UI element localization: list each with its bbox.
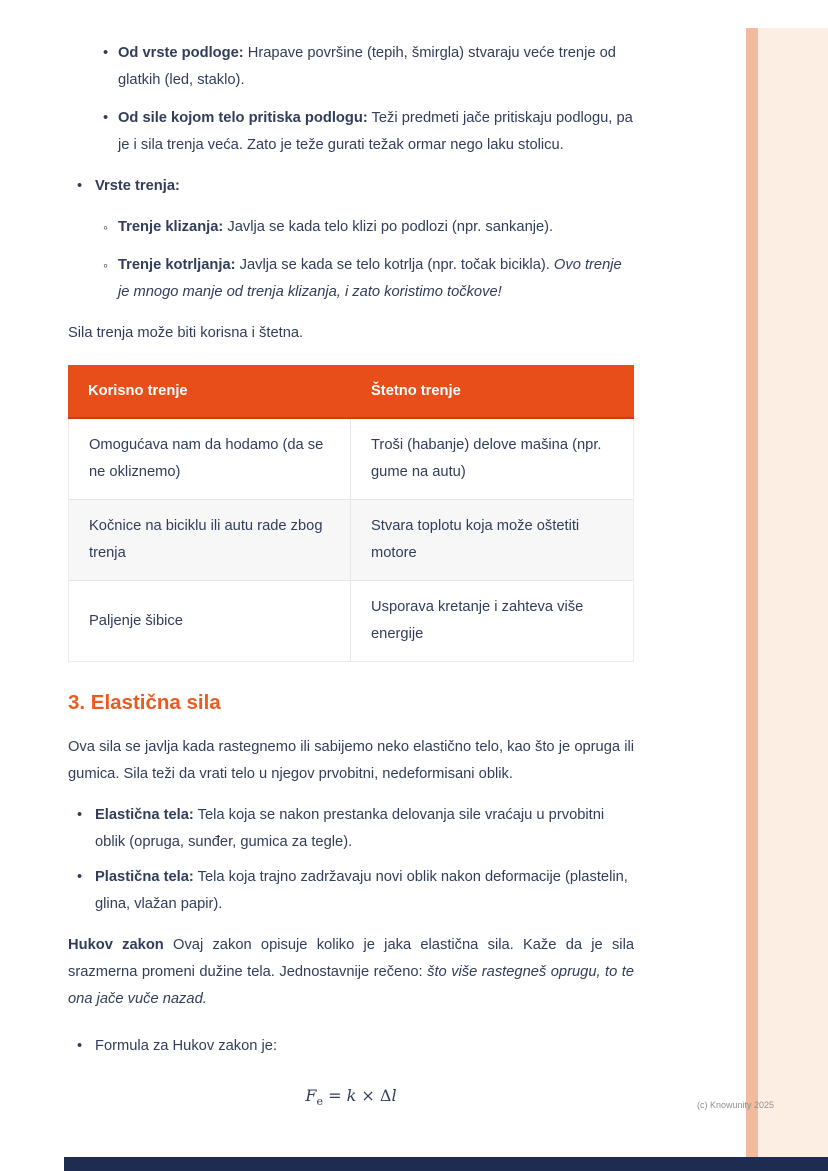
list-item-text (118, 219, 553, 235)
table-row (69, 581, 633, 661)
list-item-text (95, 869, 628, 912)
body-text: Teži predmeti jače pritiskaju podlogu, pa je i sila trenja veća. Zato je teže gurati težak ormar nego laku stolicu. (118, 110, 633, 153)
formula-equals-sign: = (328, 1086, 342, 1105)
list-item-formula-intro (68, 1033, 634, 1060)
body-text: Javlja se kada se telo kotrlja (npr. točak bicikla). (235, 257, 554, 273)
cell-text: Omogućava nam da hodamo (da se ne okliznemo) (89, 437, 324, 480)
elastic-bodies-list (68, 802, 634, 918)
bullet-icon: • (77, 869, 83, 885)
bullet-icon: • (103, 45, 109, 61)
table-cell (351, 500, 633, 580)
next-page-edge (64, 1157, 828, 1171)
bold-lead: Vrste trenja: (95, 178, 180, 194)
body-text: Javlja se kada telo klizi po podlozi (npr. sankanje). (223, 219, 554, 235)
table-header-harmful: Štetno trenje (371, 383, 461, 399)
table-body (68, 419, 634, 662)
cell-text: Paljenje šibice (89, 612, 183, 629)
bold-lead: Elastična tela: (95, 807, 194, 823)
table-cell (351, 419, 633, 499)
formula-subscript: e (316, 1095, 324, 1109)
body-text: Ovaj zakon opisuje koliko je jaka elastična sila. Kaže da je sila srazmerna promeni dužine tela. Jednostavnije rečeno: (68, 937, 635, 980)
bold-lead: Od vrste podloge: (118, 45, 244, 61)
decorative-stripe-light (758, 28, 828, 1157)
list-item-pressing-force (68, 105, 634, 159)
formula-length-symbol: l (391, 1086, 397, 1105)
cell-text: Kočnice na biciklu ili autu rade zbog trenja (89, 518, 323, 561)
cell-text: Stvara toplotu koja može oštetiti motore (371, 518, 580, 561)
formula-force-symbol: F (305, 1086, 317, 1105)
section-heading-elastic-force: 3. Elastična sila (68, 691, 221, 714)
friction-factors-list (68, 40, 634, 159)
cell-text: Troši (habanje) delove mašina (npr. gume na autu) (371, 437, 602, 480)
list-item-rolling-friction (68, 252, 634, 306)
list-item-text (95, 807, 604, 850)
friction-table (68, 365, 634, 662)
list-item-plastic-bodies (68, 864, 634, 918)
hooke-law-paragraph (68, 932, 634, 1013)
hooke-formula (68, 1082, 634, 1115)
italic-note: Ovo trenje je mnogo manje od trenja klizanja, i zato koristimo točkove! (118, 257, 622, 300)
formula-stiffness-symbol: k (346, 1086, 357, 1105)
circle-bullet-icon: ◦ (103, 219, 108, 235)
formula-delta-symbol: Δ (379, 1086, 392, 1105)
body-text: Tela koja se nakon prestanka delovanja sile vraćaju u prvobitni oblik (opruga, sunđer, gumica za tegle). (95, 807, 605, 850)
elastic-force-paragraph: Ova sila se javlja kada rastegnemo ili sabijemo neko elastično telo, kao što je opruga ili gumica. Sila teži da vrati telo u njegov prvobitni, nedeformisani oblik. (68, 739, 634, 782)
list-item-text (118, 110, 633, 153)
page-content (68, 40, 634, 1115)
bold-lead: Plastična tela: (95, 869, 194, 885)
list-item-sliding-friction (68, 214, 634, 241)
bold-lead: Trenje kotrljanja: (118, 257, 236, 273)
list-item-text (95, 178, 180, 194)
friction-types-sublist (68, 214, 634, 306)
list-item-surface-type (68, 40, 634, 94)
copyright-credit: (c) Knowunity 2025 (697, 1100, 775, 1110)
list-item-friction-types-title (68, 173, 634, 200)
table-cell (69, 419, 351, 499)
hooke-formula-list (68, 1033, 634, 1060)
list-item-elastic-bodies (68, 802, 634, 856)
bold-lead: Hukov zakon (68, 937, 164, 953)
body-text: Hrapave površine (tepih, šmirgla) stvaraju veće trenje od glatkih (led, staklo). (118, 45, 616, 88)
list-item-text: Formula za Hukov zakon je: (95, 1038, 278, 1054)
bullet-icon: • (77, 807, 83, 823)
formula-times-sign: × (361, 1086, 375, 1105)
table-cell (69, 500, 351, 580)
friction-usefulness-paragraph: Sila trenja može biti korisna i štetna. (68, 325, 304, 341)
list-item-text (118, 45, 616, 88)
bullet-icon: • (77, 178, 83, 194)
friction-types-list (68, 173, 634, 306)
decorative-stripe (746, 28, 758, 1157)
cell-text: Usporava kretanje i zahteva više energije (371, 599, 584, 642)
table-cell (351, 581, 633, 661)
circle-bullet-icon: ◦ (103, 257, 108, 273)
table-header-row (68, 365, 634, 419)
bullet-icon: • (77, 1038, 83, 1054)
bold-lead: Od sile kojom telo pritiska podlogu: (118, 110, 368, 126)
bold-lead: Trenje klizanja: (118, 219, 224, 235)
table-header-useful: Korisno trenje (88, 383, 188, 399)
bullet-icon: • (103, 110, 109, 126)
table-row (69, 419, 633, 500)
table-row (69, 500, 633, 581)
italic-note: što više rastegneš oprugu, to te ona jače vuče nazad. (68, 964, 635, 1007)
list-item-text (118, 257, 622, 300)
table-cell (69, 581, 351, 661)
body-text: Tela koja trajno zadržavaju novi oblik nakon deformacije (plastelin, glina, vlažan papir). (95, 869, 628, 912)
